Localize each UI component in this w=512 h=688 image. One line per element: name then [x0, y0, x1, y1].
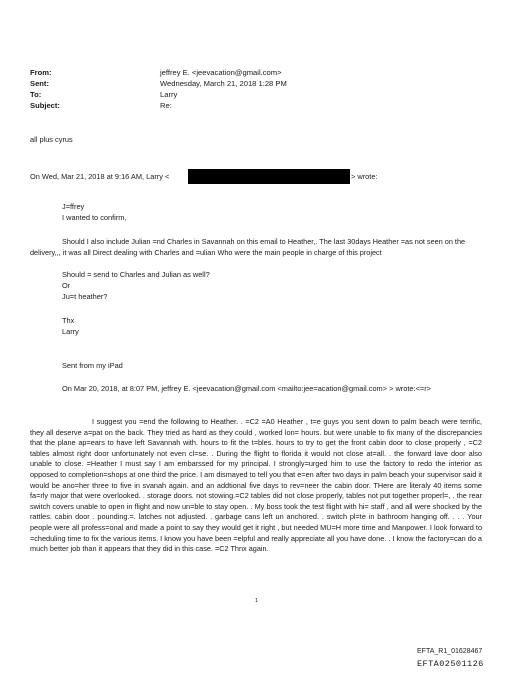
line-send: Should = send to Charles and Julian as well?: [62, 270, 210, 279]
opening-line: all plus cyrus: [30, 135, 73, 144]
from-value: jeffrey E. <jeevacation@gmail.com>: [160, 68, 282, 77]
thx: Thx: [62, 316, 75, 325]
from-label: From:: [30, 68, 52, 77]
quote1-intro-before: On Wed, Mar 21, 2018 at 9:16 AM, Larry <: [30, 172, 170, 181]
sent-label: Sent:: [30, 79, 49, 88]
line-confirm: I wanted to confirm,: [62, 213, 127, 222]
redaction-box: [188, 169, 350, 184]
to-value: Larry: [160, 90, 178, 99]
document-id-large: EFTA02501126: [417, 659, 484, 669]
subject-label: Subject:: [30, 101, 60, 110]
line-just: Ju=t heather?: [62, 292, 108, 301]
sent-value: Wednesday, March 21, 2018 1:28 PM: [160, 79, 287, 88]
sent-from: Sent from my iPad: [62, 361, 123, 370]
paragraph-should: Should I also include Julian =nd Charles in Savannah on this email to Heather,. The last 30days Heather =as not seen on the delivery,,, it was all Direct dealing with Charles and =ulian Who were the main people in charge of this project: [30, 237, 466, 257]
greeting: J=ffrey: [62, 202, 85, 211]
quote2-intro: On Mar 20, 2018, at 8:07 PM, jeffrey E. <jeevacation@gmail.com <mailto:jee=acation@gmail.com> > wrote:<=r>: [62, 384, 431, 393]
to-label: To:: [30, 90, 42, 99]
signature: Larry: [62, 327, 79, 336]
document-id-small: EFTA_R1_01628467: [417, 648, 483, 655]
quote1-intro-after: > wrote:: [351, 172, 378, 181]
long-paragraph: I suggest you =end the following to Heather. . =C2 =A0 Heather , t=e guys you sent down to palm beach were terrific, they all deserve a=pat on the back. They tried as hard as they could , worked lon= hours. but were unable to fix many of the discrepancies that the plane ap=ears to have left Savannah with. hours to fit the t=bles. hours to try to get the front cabin door to close properly , =C2 tables almost right door unfortunately not even cl=se. . During the flight to florida it would not close at=all. . the forward lave door also unable to close. =Heather I must say I am embarssed for my principal. I strongly=urged him to use the factory to redo the interior as opposed to completion=shops at one third the price. I am dismayed to tell you that e=en after two days in palm beach your supervisor said it would be ano=her three to five in svanah again. and an addtional five days to rev=neer the cabin door. THere are literaly 40 items some fa=rly major that were overlooked. . storage doors. not stowing.=C2 tables did not close properly, tables not put together properl=, . the rear switch covers unable to open in flight and now un=ble to stay open. . My boss took the test flight with hi= staff , and all were shocked by the rattles. cabin door . pounding.=. latches not adjusted. . garbage cans left un anchored. . switch pl=te in bathroom hanging off. . . . Your people were all profess=onal and made a point to say they would get it right , but needed MU=H more time and Manpower. I look forward to =cheduling time to fix the various items. I know you have been =elpful and really appreciate all you have done. . I know the factory=can do a much better job than it appears that they did in this case. =C2 Thnx again.: [30, 417, 482, 554]
page-number: 1: [255, 598, 259, 604]
line-or: Or: [62, 281, 71, 290]
subject-value: Re:: [160, 101, 172, 110]
